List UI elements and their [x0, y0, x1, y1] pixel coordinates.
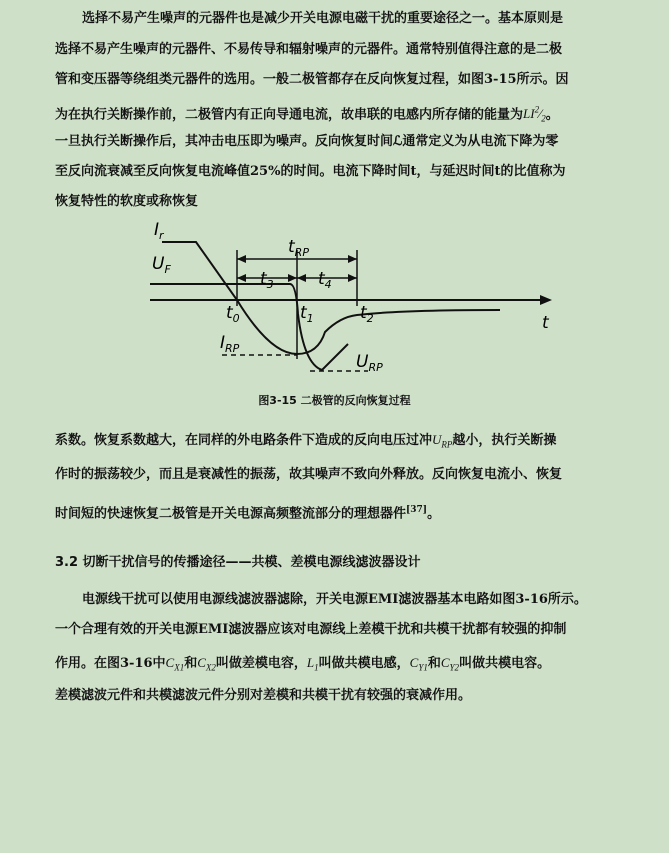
label-t3: $t_3$ [260, 269, 274, 291]
label-t: t [542, 313, 549, 333]
t4-arrow-right [348, 274, 357, 282]
urp-symbol: $U_{RP}$ [432, 432, 453, 450]
para2-line1-text-b: 越小，执行关断操 [452, 433, 557, 448]
label-t1: $t_1$ [300, 303, 314, 325]
para1-line4 [0, 102, 669, 127]
reference-37: [37] [406, 505, 428, 515]
para3-line3-text-c: 叫做共模电感， [318, 656, 410, 671]
label-trp: $t_{RP}$ [288, 237, 309, 259]
figure-caption: 图3-15 二极管的反向恢复过程 [258, 394, 411, 407]
para2-line3-end: 。 [427, 506, 441, 522]
para2-line1-text-a: 系数。恢复系数越大，在同样的外电路条件下造成的反向电压过冲 [55, 433, 433, 448]
cx1-symbol: $C_{X1}$ [165, 655, 185, 673]
voltage-curve [290, 284, 348, 370]
para3-line3-text-a: 作用。在图3-16中 [55, 656, 166, 671]
para1-line4-text: 为在执行关断操作前，二极管内有正向导通电流，故串联的电感内所存储的能量为 [55, 107, 524, 123]
para3-and1: 和 [184, 656, 198, 671]
para1-line4-end: 。 [545, 107, 559, 123]
formula-superscript: 2 [534, 105, 540, 115]
para3-line3-text-d: 叫做共模电容。 [459, 656, 551, 671]
cy1-symbol: $C_{Y1}$ [409, 655, 428, 673]
para2-line3 [0, 502, 669, 522]
para3-and2: 和 [427, 656, 441, 671]
para1-line5: 一旦执行关断操作后，其冲击电压即为噪声。反向恢复时间ℒ通常定义为从电流下降为零 [55, 134, 559, 149]
label-irp: $I_{RP}$ [220, 333, 240, 355]
para1-line3: 管和变压器等绕组类元器件的选用。一般二极管都存在反向恢复过程，如图3-15所示。因 [55, 72, 569, 87]
para2-line3-text: 时间短的快速恢复二极管是开关电源高频整流部分的理想器件 [55, 506, 407, 522]
para3-line3-text-b: 叫做差模电容， [215, 656, 307, 671]
para2-line2: 作时的振荡较少，而且是衰减性的振荡，故其噪声不致向外释放。反向恢复电流小、恢复 [55, 467, 563, 482]
t3-arrow-left [237, 274, 246, 282]
t4-arrow-left [297, 274, 306, 282]
para2-line1 [0, 432, 669, 453]
formula-numerator: LI [523, 106, 535, 122]
cy2-symbol: $C_{Y2}$ [440, 655, 460, 673]
label-t0: $t_0$ [226, 303, 240, 325]
trp-arrow-right [348, 255, 357, 263]
para3-line2: 一个合理有效的开关电源EMI滤波器应该对电源线上差模干扰和共模干扰都有较强的抑制 [55, 622, 567, 637]
para1-line7: 恢复特性的软度或称恢复 [55, 194, 199, 209]
cx2-symbol: $C_{X2}$ [197, 655, 216, 673]
label-uf: $U_F$ [152, 254, 171, 276]
label-t2: $t_2$ [360, 303, 374, 325]
label-ir: $I_r$ [154, 220, 164, 242]
para1-line6: 至反向流衰减至反向恢复电流峰值25%的时间。电流下降时间t，与延迟时间t的比值称为 [55, 164, 566, 179]
para1-line1: 选择不易产生噪声的元器件也是减少开关电源电磁干扰的重要途径之一。基本原则是 [82, 11, 564, 26]
para3-line3 [0, 655, 669, 676]
trp-arrow-left [237, 255, 246, 263]
t3-arrow-right [288, 274, 297, 282]
energy-formula: $LI^2⁄_2$ [523, 105, 546, 124]
reverse-recovery-diagram [140, 214, 560, 384]
label-t4: $t_4$ [318, 269, 332, 291]
label-urp: $U_{RP}$ [356, 352, 383, 374]
para3-line4: 差模滤波元件和共模滤波元件分别对差模和共模干扰有较强的衰减作用。 [55, 688, 472, 703]
para3-line1: 电源线干扰可以使用电源线滤波器滤除，开关电源EMI滤波器基本电路如图3-16所示。 [82, 592, 587, 607]
l1-symbol: $L_1$ [306, 655, 319, 673]
formula-denominator: 2 [541, 113, 546, 124]
section-heading: 3.2 切断干扰信号的传播途径——共模、差模电源线滤波器设计 [55, 555, 421, 570]
time-axis-arrow [540, 295, 552, 305]
para1-line2: 选择不易产生噪声的元器件、不易传导和辐射噪声的元器件。通常特别值得注意的是二极 [55, 42, 563, 57]
